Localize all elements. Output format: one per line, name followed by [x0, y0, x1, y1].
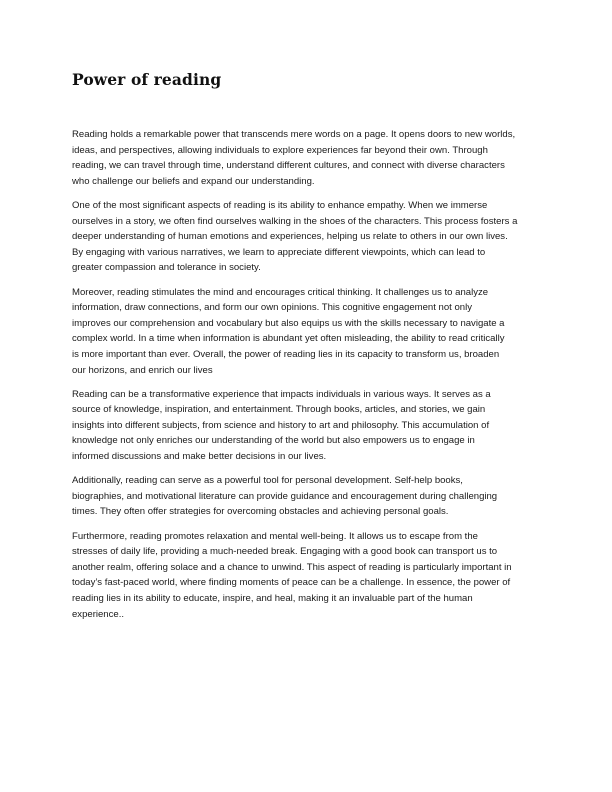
paragraph-2 [72, 198, 547, 276]
text-line: who challenge our beliefs and expand our understanding. [72, 175, 315, 187]
text-line: Furthermore, reading promotes relaxation and mental well-being. It allows us to escape from the [72, 530, 478, 542]
text-line: is more important than ever. Overall, the power of reading lies in its capacity to transform us, broaden [72, 348, 500, 360]
text-line: Reading can be a transformative experience that impacts individuals in various ways. It serves as a [72, 388, 491, 400]
document-title: Power of reading [72, 70, 222, 89]
text-line: Reading holds a remarkable power that transcends mere words on a page. It opens doors to new worlds, [72, 129, 516, 140]
text-line: complex world. In a time when information is abundant yet often misleading, the ability to read critically [72, 333, 505, 345]
text-line: stresses of daily life, providing a much-needed break. Engaging with a good book can transport us to [72, 546, 498, 558]
text-line: our horizons, and enrich our lives [72, 364, 213, 376]
text-line: knowledge not only enriches our understanding of the world but also empowers us to engage in [72, 435, 475, 447]
paragraph-3 [72, 285, 547, 379]
text-line: deeper understanding of human emotions and experiences, helping us relate to others in our own lives. [72, 231, 508, 243]
document-body [72, 127, 547, 631]
text-line: another realm, offering solace and a chance to unwind. This aspect of reading is particularly important in [72, 561, 512, 573]
text-line: information, draw connections, and form our own opinions. This cognitive engagement not only [72, 302, 472, 314]
text-line: One of the most significant aspects of reading is its ability to enhance empathy. When we immerse [72, 199, 488, 211]
text-line: Additionally, reading can serve as a powerful tool for personal development. Self-help books, [72, 475, 463, 487]
text-line: today’s fast-paced world, where finding moments of peace can be a challenge. In essence, the power of [72, 577, 511, 589]
paragraph-1 [72, 127, 547, 189]
text-line: greater compassion and tolerance in society. [72, 262, 261, 274]
text-line: By engaging with various narratives, we learn to appreciate different viewpoints, which can lead to [72, 246, 486, 258]
text-line: times. They often offer strategies for overcoming obstacles and achieving personal goals. [72, 506, 449, 518]
paragraph-4 [72, 387, 547, 465]
text-line: reading, we can travel through time, understand different cultures, and connect with diverse characters [72, 160, 505, 172]
text-line: ideas, and perspectives, allowing individuals to explore experiences far beyond their own. Through [72, 144, 488, 156]
text-line: ourselves in a story, we often find ourselves walking in the shoes of the characters. This process fosters a [72, 215, 518, 227]
text-line: insights into different subjects, from science and history to art and philosophy. This accumulation of [72, 419, 490, 431]
text-line: experience.. [72, 608, 125, 620]
text-line: reading lies in its ability to educate, inspire, and heal, making it an invaluable part of the human [72, 593, 473, 604]
text-line: biographies, and motivational literature can provide guidance and encouragement during challenging [72, 490, 498, 502]
text-line: informed discussions and make better decisions in our lives. [72, 451, 327, 463]
text-line: source of knowledge, inspiration, and entertainment. Through books, articles, and stories, we gain [72, 404, 486, 416]
text-line: improves our comprehension and vocabulary but also equips us with the skills necessary to navigate a [72, 317, 505, 329]
paragraph-6 [72, 529, 547, 623]
paragraph-5 [72, 473, 547, 520]
text-line: Moreover, reading stimulates the mind and encourages critical thinking. It challenges us to analyze [72, 286, 489, 298]
